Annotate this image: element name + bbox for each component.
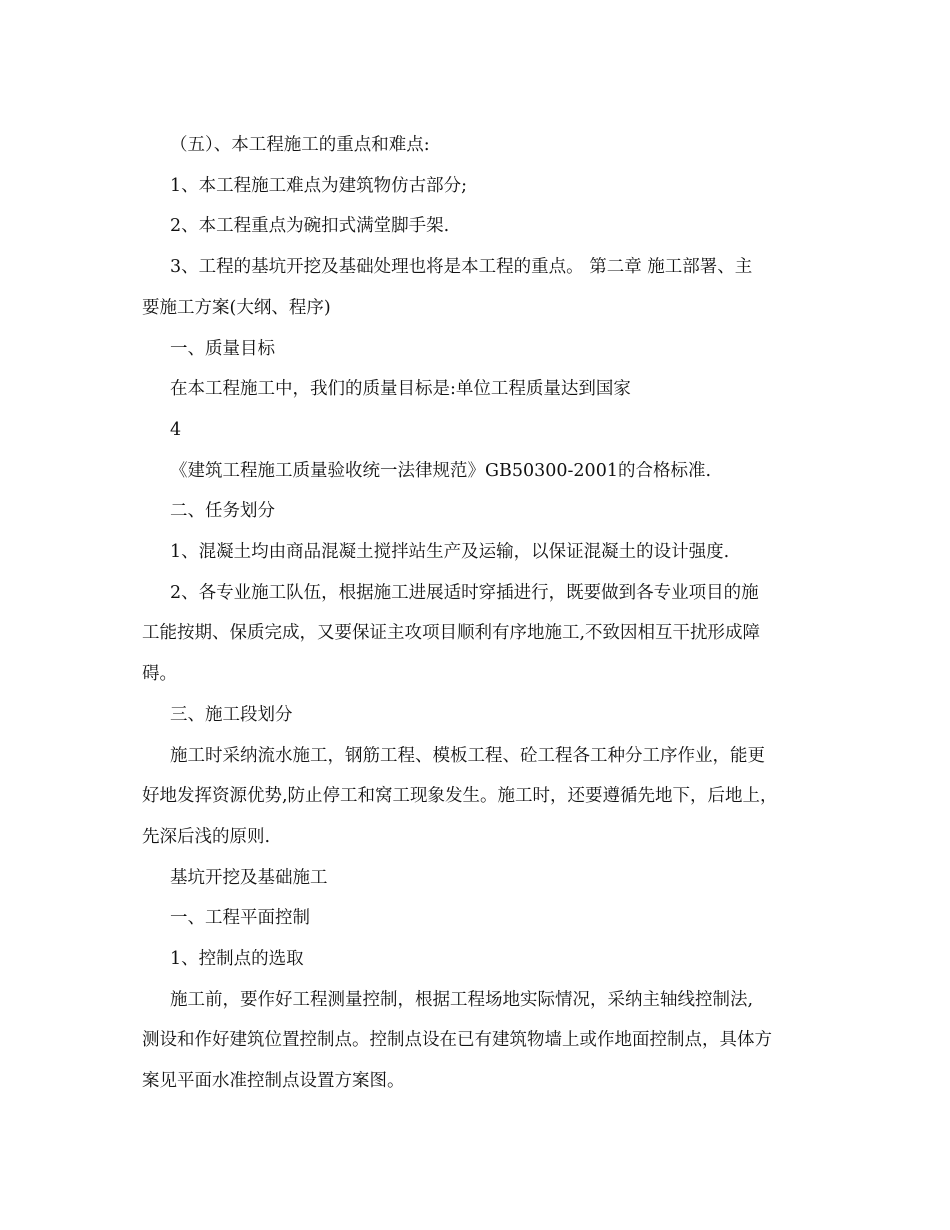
paragraph-line: 好地发挥资源优势,防止停工和窝工现象发生。施工时，还要遵循先地下，后地上， <box>142 786 778 807</box>
list-item-teams: 2、各专业施工队伍，根据施工进展适时穿插进行，既要做到各专业项目的施 <box>170 582 759 603</box>
list-item-foundation-focus: 3、工程的基坑开挖及基础处理也将是本工程的重点。 第二章 施工部署、主 <box>170 257 753 278</box>
section-heading-plane-control: 一、工程平面控制 <box>170 908 310 929</box>
paragraph-line: 碍。 <box>142 664 177 685</box>
subheading-control-points: 1、控制点的选取 <box>170 949 304 970</box>
list-item-focus: 2、本工程重点为碗扣式满堂脚手架. <box>170 216 450 237</box>
paragraph-line: 案见平面水准控制点设置方案图。 <box>142 1071 405 1092</box>
page-number: 4 <box>170 419 182 440</box>
section-heading-segment-division: 三、施工段划分 <box>170 704 293 725</box>
paragraph-line: 工能按期、保质完成，又要保证主攻项目顺利有序地施工,不致因相互干扰形成障 <box>142 623 761 644</box>
list-item-difficulty: 1、本工程施工难点为建筑物仿古部分; <box>170 175 468 196</box>
paragraph-line: 测设和作好建筑位置控制点。控制点设在已有建筑物墙上或作地面控制点，具体方 <box>142 1030 772 1051</box>
paragraph-line: 先深后浅的原则. <box>142 826 271 847</box>
section-heading-key-points: （五）、本工程施工的重点和难点: <box>170 135 430 155</box>
section-heading-excavation: 基坑开挖及基础施工 <box>170 867 328 888</box>
paragraph-line: 《建筑工程施工质量验收统一法律规范》GB50300-2001的合格标准. <box>170 460 712 481</box>
paragraph-line: 施工前，要作好工程测量控制，根据工程场地实际情况，采纳主轴线控制法, <box>170 989 754 1010</box>
paragraph-line: 在本工程施工中，我们的质量目标是:单位工程质量达到国家 <box>170 379 631 400</box>
list-item-concrete: 1、混凝土均由商品混凝土搅拌站生产及运输，以保证混凝土的设计强度. <box>170 542 730 563</box>
document-body <box>142 125 822 1102</box>
paragraph-line: 施工时采纳流水施工，钢筋工程、模板工程、砼工程各工种分工序作业，能更 <box>170 745 765 766</box>
paragraph-line: 要施工方案(大纲、程序) <box>142 297 331 318</box>
section-heading-quality-goal: 一、质量目标 <box>170 338 275 359</box>
section-heading-task-division: 二、任务划分 <box>170 501 275 522</box>
